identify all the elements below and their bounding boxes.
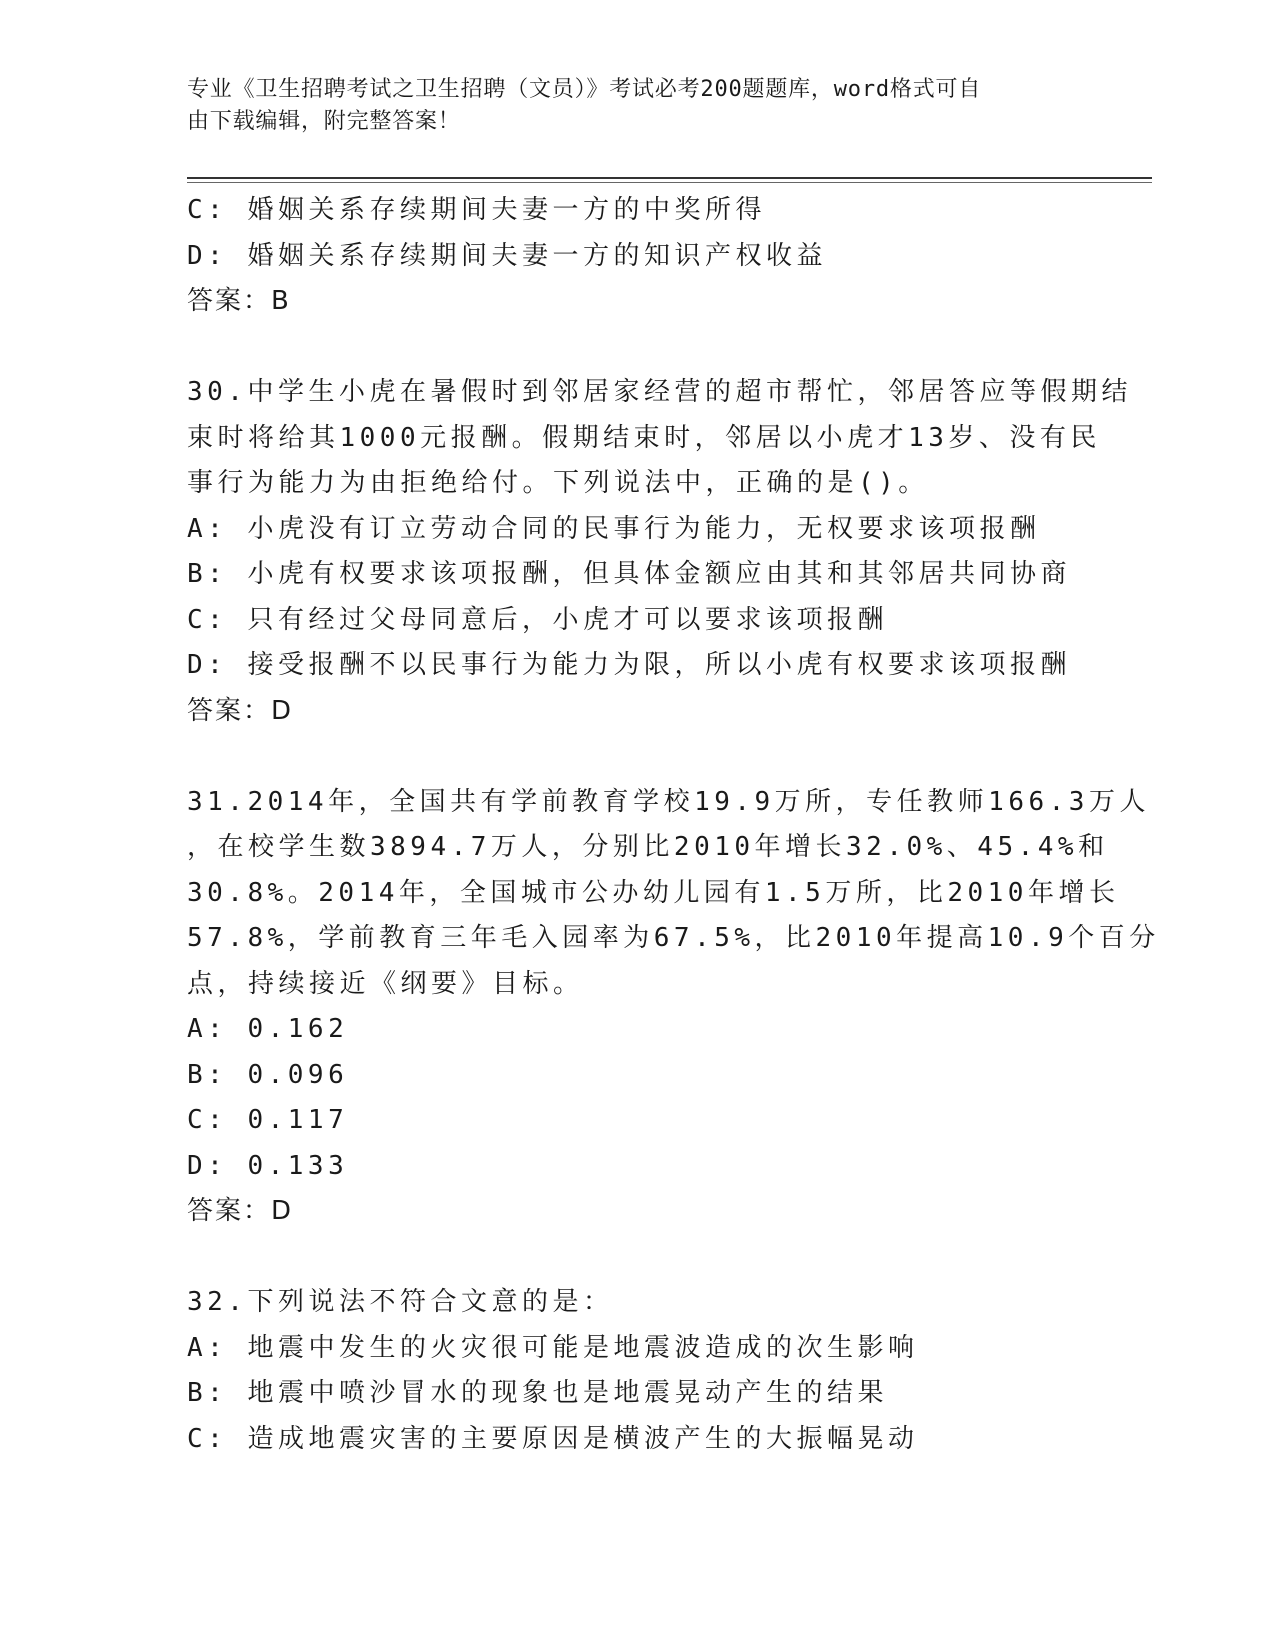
document-body xyxy=(187,188,1160,1462)
question-stem-line: 57.8%，学前教育三年毛入园率为67.5%，比2010年提高10.9个百分 xyxy=(187,923,1160,953)
header-divider-thick xyxy=(187,177,1152,179)
question-stem-line: 束时将给其1000元报酬。假期结束时，邻居以小虎才13岁、没有民 xyxy=(187,422,1101,453)
document-header xyxy=(187,74,1087,138)
question-32-block xyxy=(187,1280,1107,1462)
header-title-line-2: 由下载编辑，附完整答案！ xyxy=(187,109,461,134)
header-divider xyxy=(187,177,1152,183)
header-title-line-1: 专业《卫生招聘考试之卫生招聘（文员）》考试必考200题题库，word格式可自 xyxy=(187,77,982,102)
question-stem-line: 31.2014年，全国共有学前教育学校19.9万所，专任教师166.3万人 xyxy=(187,786,1150,817)
option-c: C: 只有经过父母同意后，小虎才可以要求该项报酬 xyxy=(187,604,888,635)
answer-line: 答案：D xyxy=(187,1196,294,1226)
option-b: B: 小虎有权要求该项报酬，但具体金额应由其和其邻居共同协商 xyxy=(187,559,1071,589)
prev-question-block xyxy=(187,188,1107,325)
answer-line: 答案：D xyxy=(187,695,294,726)
option-d: D: 0.133 xyxy=(187,1150,349,1181)
question-30-block xyxy=(187,370,1132,734)
option-d: D: 接受报酬不以民事行为能力为限，所以小虎有权要求该项报酬 xyxy=(187,650,1071,680)
option-c: C: 0.117 xyxy=(187,1105,349,1135)
option-a: A: 0.162 xyxy=(187,1014,349,1044)
question-stem-line: ，在校学生数3894.7万人，分别比2010年增长32.0%、45.4%和 xyxy=(187,832,1109,862)
option-a: A: 地震中发生的火灾很可能是地震波造成的次生影响 xyxy=(187,1332,919,1363)
spacer xyxy=(187,1235,1107,1281)
question-stem-line: 32.下列说法不符合文意的是： xyxy=(187,1287,614,1317)
option-c: C: 造成地震灾害的主要原因是横波产生的大振幅晃动 xyxy=(187,1423,919,1454)
question-stem-line: 30.8%。2014年，全国城市公办幼儿园有1.5万所，比2010年增长 xyxy=(187,877,1120,908)
option-b: B: 地震中喷沙冒水的现象也是地震晃动产生的结果 xyxy=(187,1378,888,1408)
option-b: B: 0.096 xyxy=(187,1059,349,1090)
header-divider-thin xyxy=(187,182,1152,183)
option-a: A: 小虎没有订立劳动合同的民事行为能力，无权要求该项报酬 xyxy=(187,513,1041,544)
question-stem-line: 30.中学生小虎在暑假时到邻居家经营的超市帮忙，邻居答应等假期结 xyxy=(187,377,1132,407)
question-stem-line: 事行为能力为由拒绝给付。下列说法中，正确的是()。 xyxy=(187,468,929,498)
question-31-block xyxy=(187,780,1160,1235)
answer-line: 答案：B xyxy=(187,286,291,316)
spacer xyxy=(187,325,1107,371)
question-stem-line: 点，持续接近《纲要》目标。 xyxy=(187,968,584,999)
option-c: C: 婚姻关系存续期间夫妻一方的中奖所得 xyxy=(187,195,766,225)
option-d: D: 婚姻关系存续期间夫妻一方的知识产权收益 xyxy=(187,240,827,271)
spacer xyxy=(187,734,1107,780)
